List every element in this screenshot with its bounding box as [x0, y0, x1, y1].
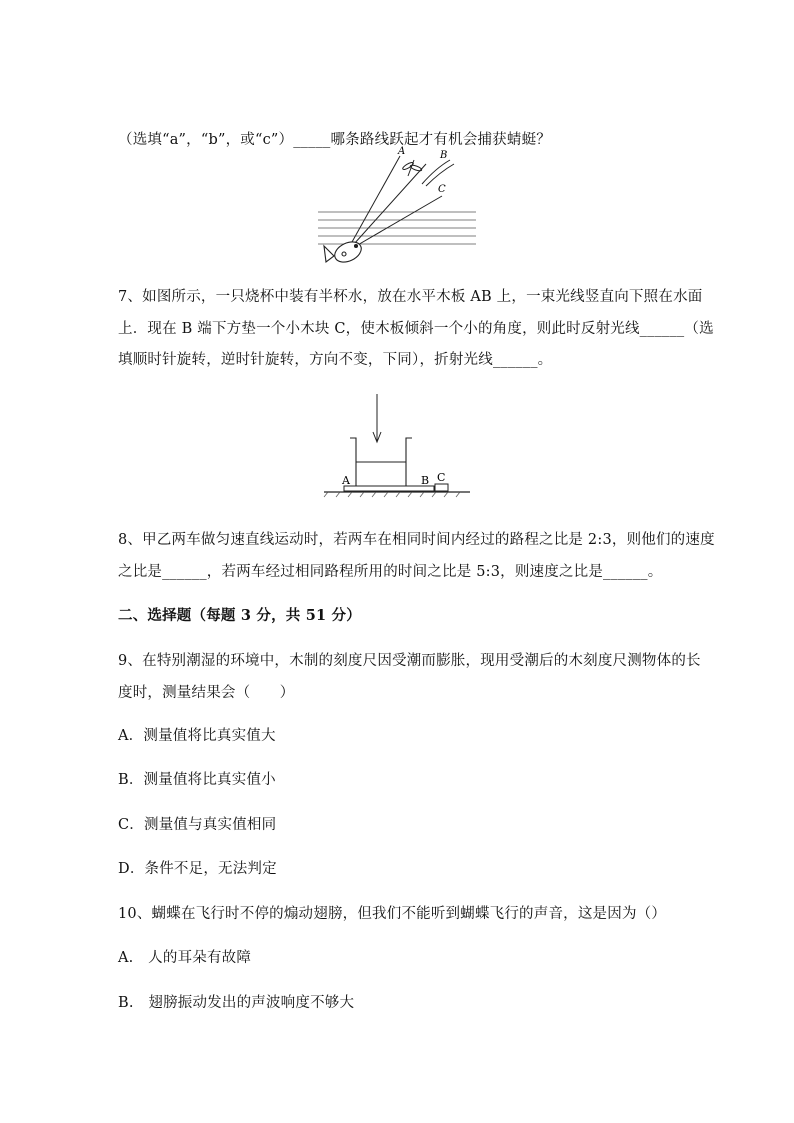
label-c: C	[438, 184, 446, 195]
fish-icon	[324, 238, 364, 264]
beaker	[350, 438, 412, 486]
label-b: B	[440, 150, 448, 161]
question-7-line-3: 填顺时针旋转，逆时针旋转，方向不变，下同），折射光线______。	[118, 352, 553, 368]
ray-a	[352, 156, 400, 242]
question-9-option-d: D．条件不足，无法判定	[118, 861, 277, 877]
fish-dragonfly-figure	[314, 142, 480, 264]
question-9-line-1: 9、在特别潮湿的环境中，木制的刻度尺因受潮而膨胀，现用受潮后的木刻度尺测物体的长	[118, 653, 701, 669]
question-8-line-1: 8、甲乙两车做匀速直线运动时，若两车在相同时间内经过的路程之比是 2:3，则他们的速度	[118, 532, 715, 548]
question-8-line-2: 之比是______，若两车经过相同路程所用的时间之比是 5:3，则速度之比是______。	[118, 564, 663, 580]
label-c: C	[437, 471, 446, 484]
question-9-option-b: B．测量值将比真实值小	[118, 772, 276, 788]
block-c	[435, 484, 448, 491]
question-9-option-c: C．测量值与真实值相同	[118, 817, 277, 833]
question-10-option-b: B. 翅膀振动发出的声波响度不够大	[118, 995, 355, 1011]
question-10-option-a: A. 人的耳朵有故障	[118, 950, 252, 966]
section-title: 二、选择题（每题 3 分，共 51 分）	[118, 607, 361, 624]
question-7-line-2: 上．现在 B 端下方垫一个小木块 C，使木板倾斜一个小的角度，则此时反射光线______（选	[118, 321, 714, 337]
water-lines	[318, 212, 476, 244]
label-a: A	[342, 474, 350, 487]
question-9-line-2: 度时，测量结果会（ ）	[118, 685, 295, 701]
dragonfly-icon	[402, 160, 423, 176]
question-9-option-a: A．测量值将比真实值大	[118, 728, 276, 744]
question-7-line-1: 7、如图所示，一只烧杯中装有半杯水，放在水平木板 AB 上，一束光线竖直向下照在水面	[118, 289, 703, 305]
question-6-tail: （选填“a”，“b”，或“c”）_____哪条路线跃起才有机会捕获蜻蜓？	[118, 132, 551, 148]
label-b: B	[421, 474, 430, 487]
ray-c	[356, 196, 442, 246]
label-a: A	[398, 146, 406, 157]
question-10-stem: 10、蝴蝶在飞行时不停的煽动翅膀，但我们不能听到蝴蝶飞行的声音，这是因为（）	[118, 906, 667, 922]
ray-b	[354, 164, 426, 244]
reed	[422, 160, 454, 186]
beaker-figure	[320, 390, 480, 502]
